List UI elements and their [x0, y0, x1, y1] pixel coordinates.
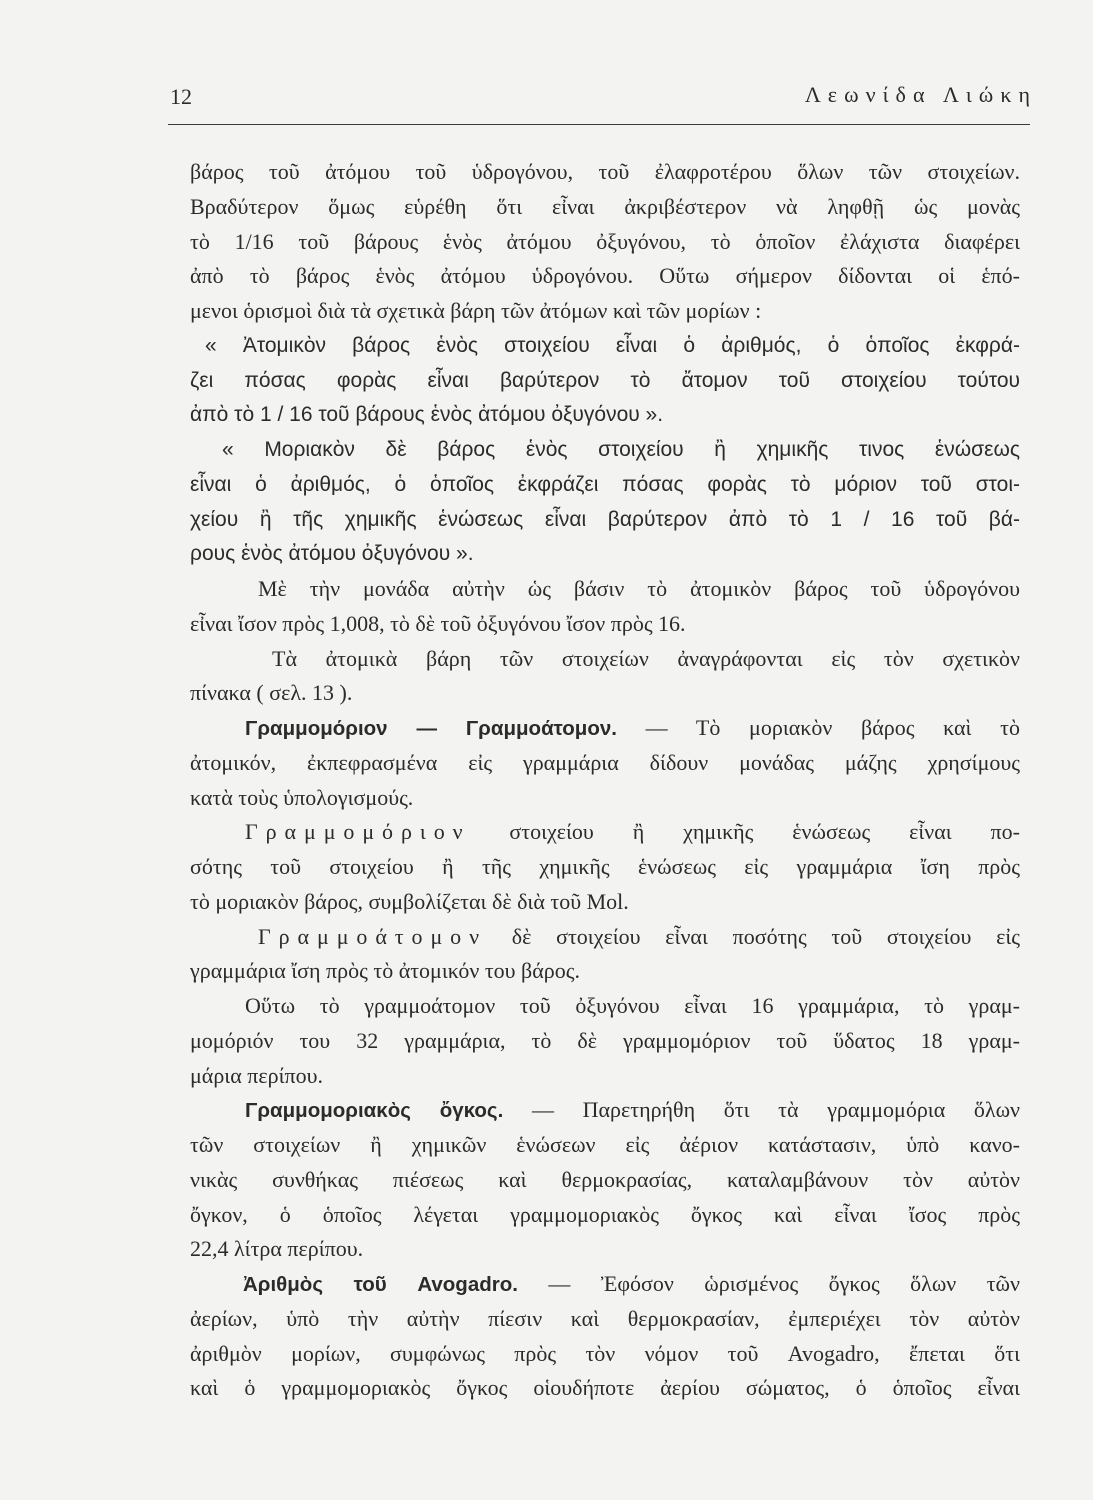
text-line: γραμμάρια ἴση πρὸς τὸ ἀτομικόν του βάρος. — [190, 958, 580, 984]
text-line: πίνακα ( σελ. 13 ). — [190, 680, 353, 706]
running-title: Λεωνίδα Λιώκη — [804, 82, 1037, 107]
text-line — [190, 711, 1020, 746]
text-line — [190, 1267, 1020, 1302]
text-line: ρους ἑνὸς ἀτόμου ὀξυγόνου ». — [190, 542, 474, 566]
text-line: 22,4 λίτρα περίπου. — [190, 1236, 364, 1262]
text-line — [190, 1093, 1020, 1128]
text-line: Μὲ τὴν μονάδα αὐτὴν ὡς βάσιν τὸ ἀτομικὸν βάρος τοῦ ὑδρογόνου — [258, 576, 1020, 601]
text-line: τῶν στοιχείων ἢ χημικῶν ἑνώσεων εἰς ἀέριον κατάστασιν, ὑπὸ κανο- — [190, 1132, 1020, 1157]
section-heading: Ἀριθμὸς τοῦ Avogadro. — [243, 1273, 518, 1296]
text-line: τὸ μοριακὸν βάρος, συμβολίζεται δὲ διὰ τοῦ Mol. — [190, 888, 629, 914]
header-rule — [168, 124, 1030, 125]
spaced-term: Γραμμοάτομον — [258, 923, 487, 949]
text-block — [190, 155, 1020, 1406]
text-line: « Ἀτομικὸν βάρος ἑνὸς στοιχείου εἶναι ὁ ἀριθμός, ὁ ὁποῖος ἐκφρά- — [205, 333, 1020, 357]
page-number: 12 — [170, 84, 192, 109]
text-line: βάρος τοῦ ἀτόμου τοῦ ὑδρογόνου, τοῦ ἐλαφροτέρου ὅλων τῶν στοιχείων. — [190, 159, 1020, 184]
text-line: μάρια περίπου. — [190, 1062, 323, 1088]
text-line: ἀριθμὸν μορίων, συμφώνως πρὸς τὸν νόμον τοῦ Avogadro, ἔπεται ὅτι — [190, 1340, 1020, 1366]
text-line: ἀπὸ τὸ 1 / 16 τοῦ βάρους ἑνὸς ἀτόμου ὀξυγόνου ». — [190, 403, 664, 427]
text-line: μομόριόν του 32 γραμμάρια, τὸ δὲ γραμμομόριον τοῦ ὕδατος 18 γραμ- — [190, 1027, 1020, 1053]
text-line: νικὰς συνθήκας πιέσεως καὶ θερμοκρασίας, καταλαμβάνουν τὸν αὐτὸν — [190, 1166, 1020, 1192]
section-heading: Γραμμομοριακὸς ὄγκος. — [245, 1099, 504, 1123]
text-line: τὸ 1/16 τοῦ βάρους ἑνὸς ἀτόμου ὀξυγόνου, τὸ ὁποῖον ἐλάχιστα διαφέρει — [190, 228, 1020, 254]
line-text: στοιχείου ἢ χημικῆς ἑνώσεως εἶναι πο- — [470, 819, 1020, 845]
text-line: ἀπὸ τὸ βάρος ἑνὸς ἀτόμου ὑδρογόνου. Οὕτω σήμερον δίδονται οἱ ἑπό- — [190, 263, 1020, 289]
text-line: καὶ ὁ γραμμομοριακὸς ὄγκος οἱουδήποτε ἀερίου σώματος, ὁ ὁποῖος εἶναι — [190, 1375, 1020, 1401]
text-line — [190, 920, 1020, 955]
line-text: — Παρετηρήθη ὅτι τὰ γραμμομόρια ὅλων — [503, 1097, 1020, 1123]
text-line: κατὰ τοὺς ὑπολογισμούς. — [190, 784, 414, 810]
text-line: ὄγκον, ὁ ὁποῖος λέγεται γραμμομοριακὸς ὄγκος καὶ εἶναι ἴσος πρὸς — [190, 1201, 1020, 1227]
line-text: — Τὸ μοριακὸν βάρος καὶ τὸ — [616, 715, 1020, 740]
text-line: ἀερίων, ὑπὸ τὴν αὐτὴν πίεσιν καὶ θερμοκρασίαν, ἐμπεριέχει τὸν αὐτὸν — [190, 1305, 1020, 1331]
section-heading: Γραμμομόριον — Γραμμοάτομον. — [245, 717, 617, 740]
text-line: σότης τοῦ στοιχείου ἢ τῆς χημικῆς ἑνώσεως εἰς γραμμάρια ἴση πρὸς — [190, 854, 1020, 879]
line-text: — Ἐφόσον ὡρισμένος ὄγκος ὅλων τῶν — [517, 1271, 1020, 1296]
text-line — [190, 815, 1020, 850]
text-line: ἀτομικόν, ἐκπεφρασμένα εἰς γραμμάρια δίδουν μονάδας μάζης χρησίμους — [190, 749, 1020, 775]
text-line: Τὰ ἀτομικὰ βάρη τῶν στοιχείων ἀναγράφονται εἰς τὸν σχετικὸν — [272, 645, 1020, 671]
text-line: μενοι ὁρισμοὶ διὰ τὰ σχετικὰ βάρη τῶν ἀτόμων καὶ τῶν μορίων : — [190, 298, 762, 323]
line-text: δὲ στοιχείου εἶναι ποσότης τοῦ στοιχείου εἰς — [486, 923, 1020, 949]
text-line: Βραδύτερον ὅμως εὑρέθη ὅτι εἶναι ἀκριβέστερον νὰ ληφθῇ ὡς μονὰς — [190, 193, 1020, 219]
text-line: ζει πόσας φορὰς εἶναι βαρύτερον τὸ ἄτομον τοῦ στοιχείου τούτου — [190, 368, 1020, 392]
spaced-term: Γραμμομόριον — [245, 819, 471, 845]
text-line: εἶναι ἴσον πρὸς 1,008, τὸ δὲ τοῦ ὀξυγόνου ἴσον πρὸς 16. — [190, 610, 686, 636]
text-line: Οὕτω τὸ γραμμοάτομον τοῦ ὀξυγόνου εἶναι 16 γραμμάρια, τὸ γραμ- — [245, 993, 1020, 1018]
text-line: εἶναι ὁ ἀριθμός, ὁ ὁποῖος ἐκφράζει πόσας φορὰς τὸ μόριον τοῦ στοι- — [190, 472, 1020, 496]
text-line: « Μοριακὸν δὲ βάρος ἑνὸς στοιχείου ἢ χημικῆς τινος ἑνώσεως — [222, 438, 1020, 461]
text-line: χείου ἢ τῆς χημικῆς ἑνώσεως εἶναι βαρύτερον ἀπὸ τὸ 1 / 16 τοῦ βά- — [190, 507, 1020, 531]
